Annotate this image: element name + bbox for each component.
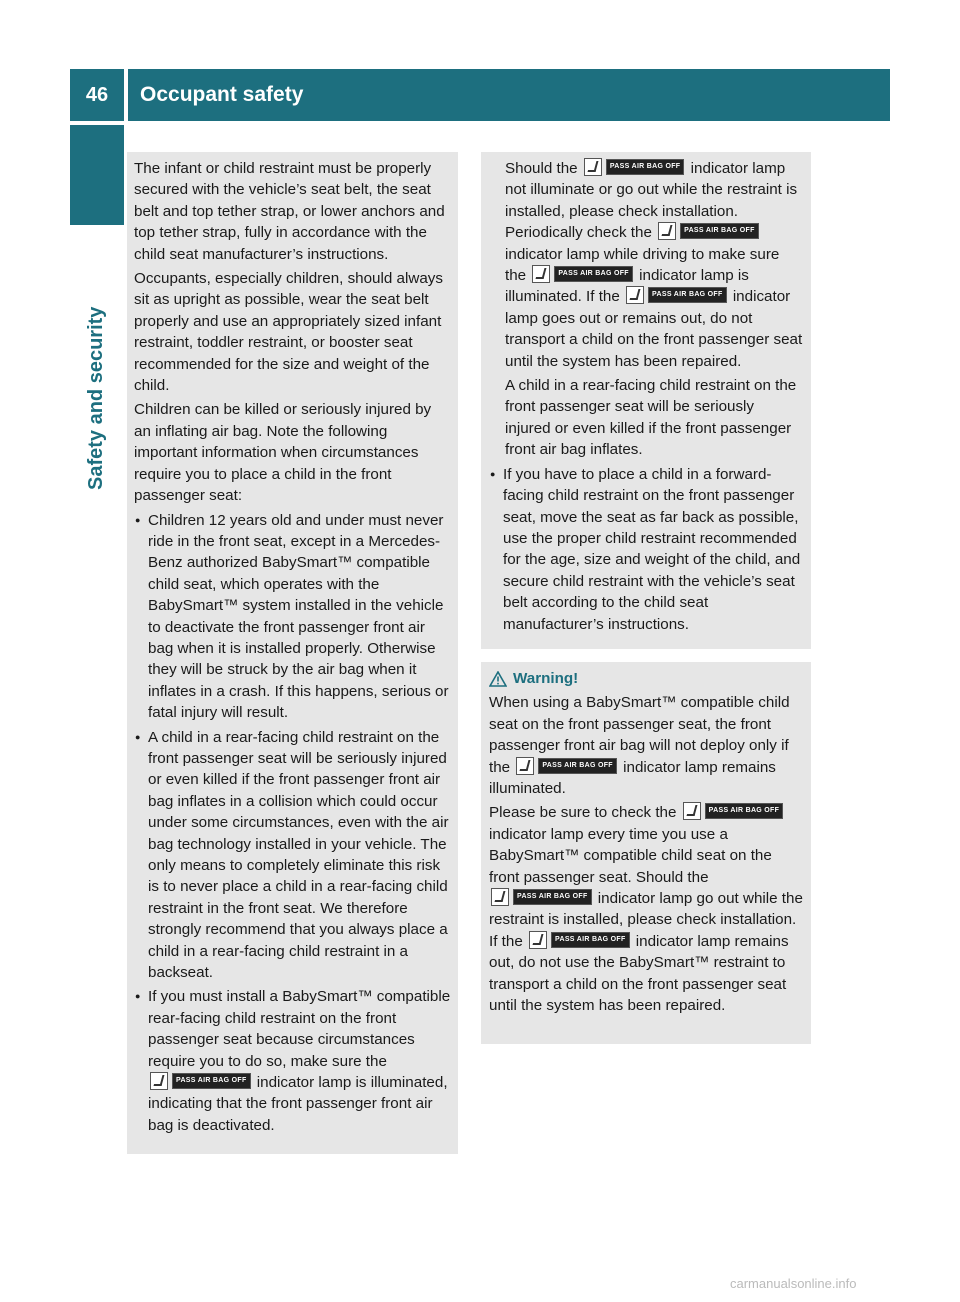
pass-air-bag-off-icon: PASS AIR BAG OFF — [538, 758, 617, 774]
airbag-off-indicator-icon — [516, 757, 617, 775]
child-seat-icon — [626, 286, 644, 304]
text: indicator lamp goes out or remains out, do not transport a child on the front passenger seat until the system has been repaired. — [505, 288, 803, 370]
text: Please be sure to check the — [489, 804, 677, 822]
paragraph: A child in a rear-facing child restraint on the front passenger seat will be seriously injured or even killed if the front passenger front air bag inflates. — [505, 377, 797, 459]
page-number: 46 — [70, 69, 124, 121]
pass-air-bag-off-icon: PASS AIR BAG OFF — [648, 287, 727, 303]
text: indicator lamp go out while the restraint is installed, please check installation. If the — [489, 890, 803, 950]
warning-title: Warning! — [513, 670, 579, 687]
text: If you must install a BabySmart™ compatible rear-facing child restraint on the front passenger seat because circumstances require you to do so, make sure the — [148, 988, 451, 1070]
airbag-off-indicator-icon — [529, 931, 630, 949]
airbag-off-indicator-icon — [626, 286, 727, 304]
left-column — [127, 152, 458, 1154]
child-seat-icon — [150, 1072, 168, 1090]
paragraph — [489, 158, 803, 372]
child-seat-icon — [529, 931, 547, 949]
airbag-off-indicator-icon — [491, 888, 592, 906]
child-seat-icon — [584, 158, 602, 176]
warning-header — [489, 668, 803, 689]
pass-air-bag-off-icon: PASS AIR BAG OFF — [551, 932, 630, 948]
right-column — [481, 152, 811, 649]
text: indicator lamp while driving to make sure the — [505, 245, 780, 285]
airbag-off-indicator-icon — [683, 802, 784, 820]
pass-air-bag-off-icon: PASS AIR BAG OFF — [606, 159, 685, 175]
section-label: Safety and security — [85, 306, 107, 490]
warning-box — [481, 662, 811, 1044]
section-tab — [70, 125, 124, 225]
child-seat-icon — [658, 222, 676, 240]
list-item — [134, 986, 451, 1136]
paragraph: The infant or child restraint must be properly secured with the vehicle’s seat belt, the seat belt and top tether strap, or lower anchors and top tether strap, fully in accordance with the child seat manufacturer’s instructions. — [134, 160, 445, 263]
text: indicator lamp is illuminated, indicating that the front passenger front air bag is deactivated. — [148, 1074, 448, 1134]
text: indicator lamp remains illuminated. — [489, 758, 776, 798]
text: indicator lamp is illuminated. If the — [505, 267, 749, 306]
airbag-off-indicator-icon — [532, 265, 633, 283]
text: indicator lamp remains out, do not use the BabySmart™ restraint to transport a child on the front passenger seat until the system has been repaired. — [489, 932, 789, 1015]
warning-triangle-icon — [489, 671, 507, 687]
pass-air-bag-off-icon: PASS AIR BAG OFF — [172, 1073, 251, 1089]
airbag-off-indicator-icon — [658, 222, 759, 240]
text: indicator lamp every time you use a BabySmart™ compatible child seat on the front passenger seat. Should the — [489, 825, 772, 886]
text: Should the — [505, 160, 578, 177]
airbag-off-indicator-icon — [150, 1072, 251, 1090]
paragraph: Occupants, especially children, should always sit as upright as possible, wear the seat belt properly and use an appropriately sized infant restraint, toddler restraint, or booster seat recommended for the size and weight of the child. — [134, 270, 443, 395]
child-seat-icon — [516, 757, 534, 775]
text: When using a BabySmart™ compatible child seat on the front passenger seat, the front passenger front air bag will not deploy only if the — [489, 694, 790, 776]
child-seat-icon — [491, 888, 509, 906]
airbag-off-indicator-icon — [584, 158, 685, 176]
page-title: Occupant safety — [128, 69, 890, 121]
pass-air-bag-off-icon: PASS AIR BAG OFF — [513, 889, 592, 905]
list-item: ● If you have to place a child in a forward-facing child restraint on the front passenger seat, move the seat as far back as possible, use the proper child restraint recommended for the age, size and weight of the child, and secure child restraint with the vehicle’s seat belt according to the child seat manufacturer’s instructions. — [489, 464, 803, 635]
paragraph: Children can be killed or seriously injured by an inflating air bag. Note the following important information when circumstances require you to place a child in the front passenger seat: — [134, 401, 432, 505]
paragraph — [489, 692, 803, 799]
child-seat-icon — [532, 265, 550, 283]
pass-air-bag-off-icon: PASS AIR BAG OFF — [705, 803, 784, 819]
list-item: ● A child in a rear-facing child restraint on the front passenger seat will be seriously injured or even killed if the front passenger front air bag inflates in a collision which could occur under some circumstances, even with the air bag technology installed in your vehicle. The only means to completely eliminate this risk is to never place a child in a rear-facing child restraint in the front seat. We therefore strongly recommend that you always place a child in a rear-facing child restraint in a backseat. — [134, 727, 451, 984]
text: indicator lamp not illuminate or go out while the restraint is installed, please check installation. Periodically check the — [505, 160, 798, 242]
child-seat-icon — [683, 802, 701, 820]
pass-air-bag-off-icon: PASS AIR BAG OFF — [680, 223, 759, 239]
list-item: ● Children 12 years old and under must never ride in the front seat, except in a Mercedes-Benz authorized BabySmart™ compatible child seat, which operates with the BabySmart™ system installed in the vehicle to deactivate the front passenger front air bag when it is installed properly. Otherwise they will be struck by the air bag when it inflates in a crash. If this happens, serious or fatal injury will result. — [134, 510, 451, 724]
watermark: carmanualsonline.info — [730, 1276, 857, 1291]
paragraph — [489, 802, 803, 1016]
pass-air-bag-off-icon: PASS AIR BAG OFF — [554, 266, 633, 282]
